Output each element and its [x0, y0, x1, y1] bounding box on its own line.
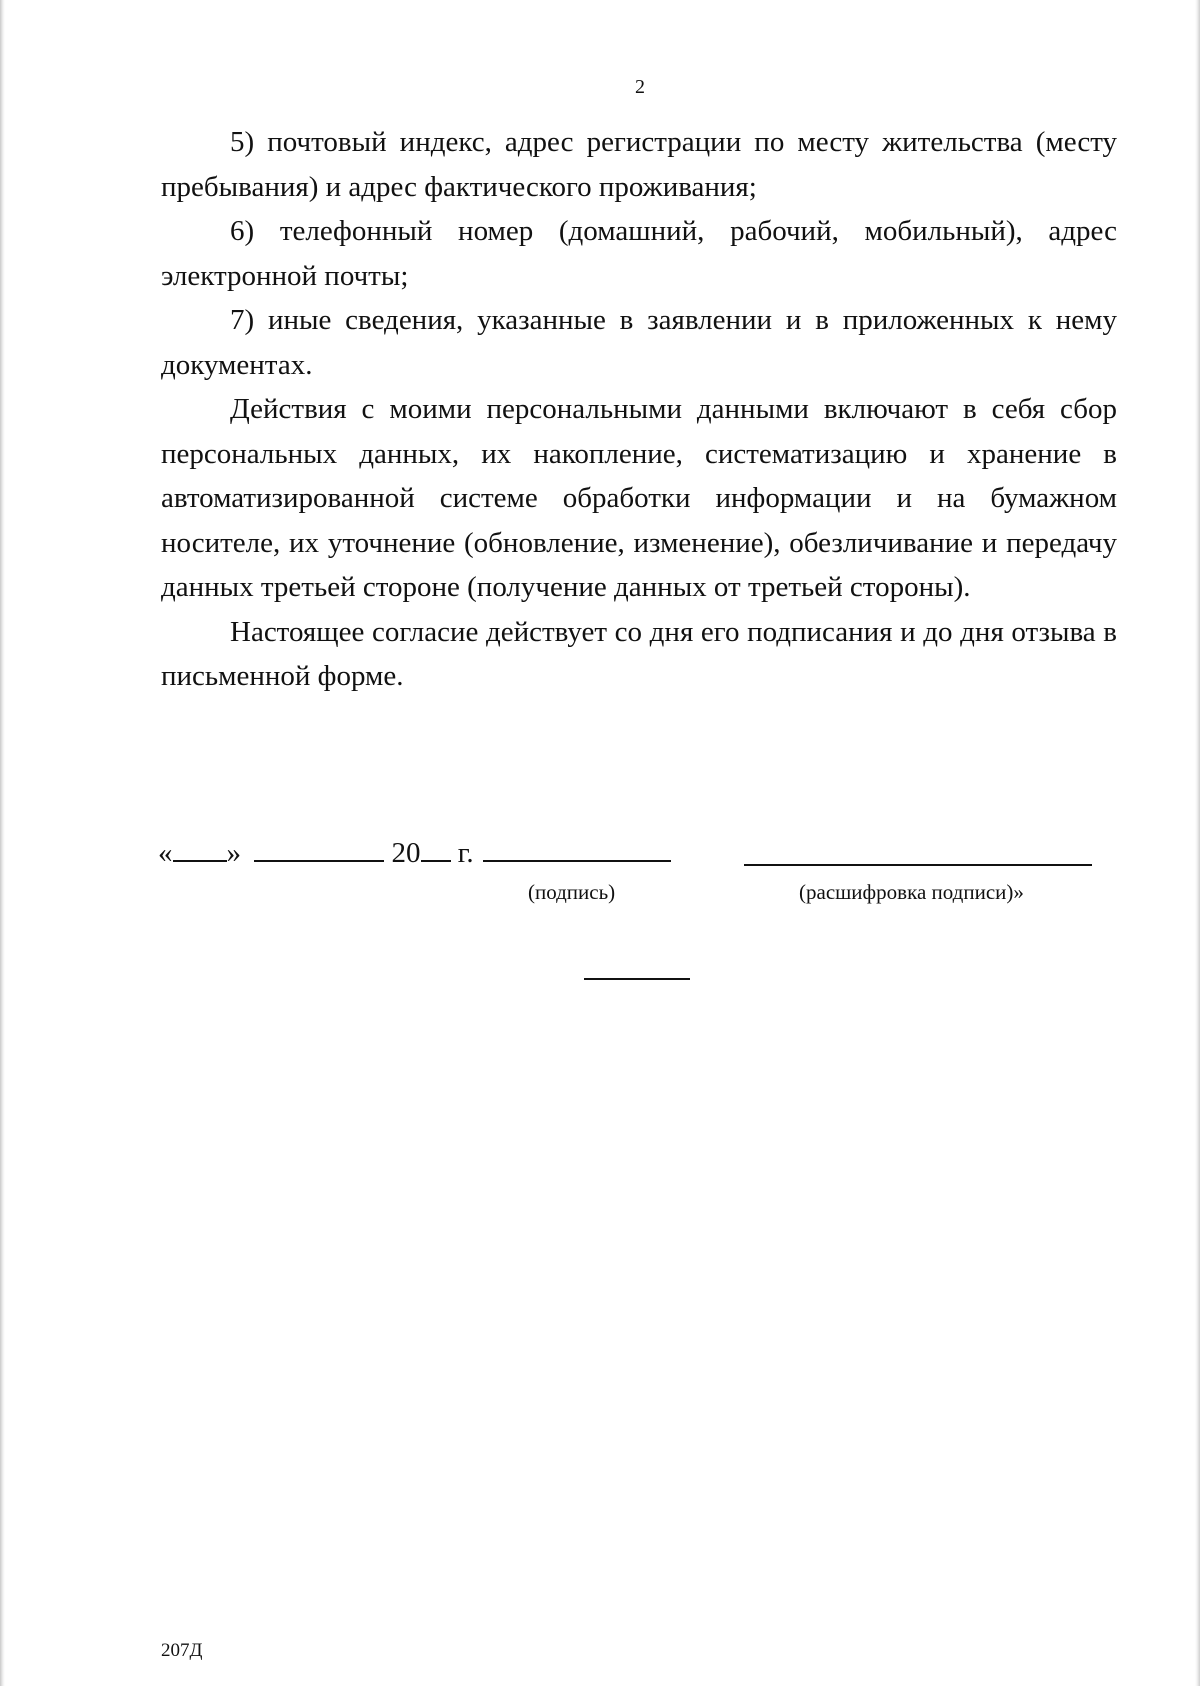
paragraph-data-actions: Действия с моими персональными данными включают в себя сбор персональных данных, их накопление, систематизацию и хранение в автоматизированной системе обработки информации и на бумажном носителе, их уточнение (обновление, изменение), обезличивание и передачу данных третьей стороне (получение данных от третьей стороны). [161, 393, 1117, 603]
day-blank [173, 834, 227, 862]
list-item-other-info: 7) иные сведения, указанные в заявлении и в приложенных к нему документах. [161, 304, 1117, 381]
document-body [161, 120, 1117, 699]
month-blank [254, 834, 384, 862]
year-suffix: г. [457, 837, 474, 869]
page-number: 2 [635, 76, 645, 98]
paragraph-consent-validity: Настоящее согласие действует со дня его подписания и до дня отзыва в письменной форме. [161, 615, 1117, 692]
year-blank [421, 834, 451, 862]
document-code: 207Д [161, 1640, 203, 1661]
signature-blank [483, 834, 671, 862]
signature-label: (подпись) [528, 880, 616, 904]
close-quote: » [226, 837, 241, 869]
scan-edge-right [1195, 0, 1200, 1686]
list-item-postal-address: 5) почтовый индекс, адрес регистрации по месту жительства (месту пребывания) и адрес фактического проживания; [161, 126, 1117, 203]
open-quote: « [158, 837, 173, 869]
name-decoding-label: (расшифровка подписи)» [799, 880, 1024, 904]
year-prefix: 20 [391, 837, 421, 869]
date-signature-row [158, 834, 671, 871]
scan-edge-left [0, 0, 5, 1686]
list-item-phone-email: 6) телефонный номер (домашний, рабочий, мобильный), адрес электронной почты; [161, 215, 1117, 292]
end-divider-line [584, 978, 690, 980]
name-decoding-blank [744, 864, 1092, 866]
